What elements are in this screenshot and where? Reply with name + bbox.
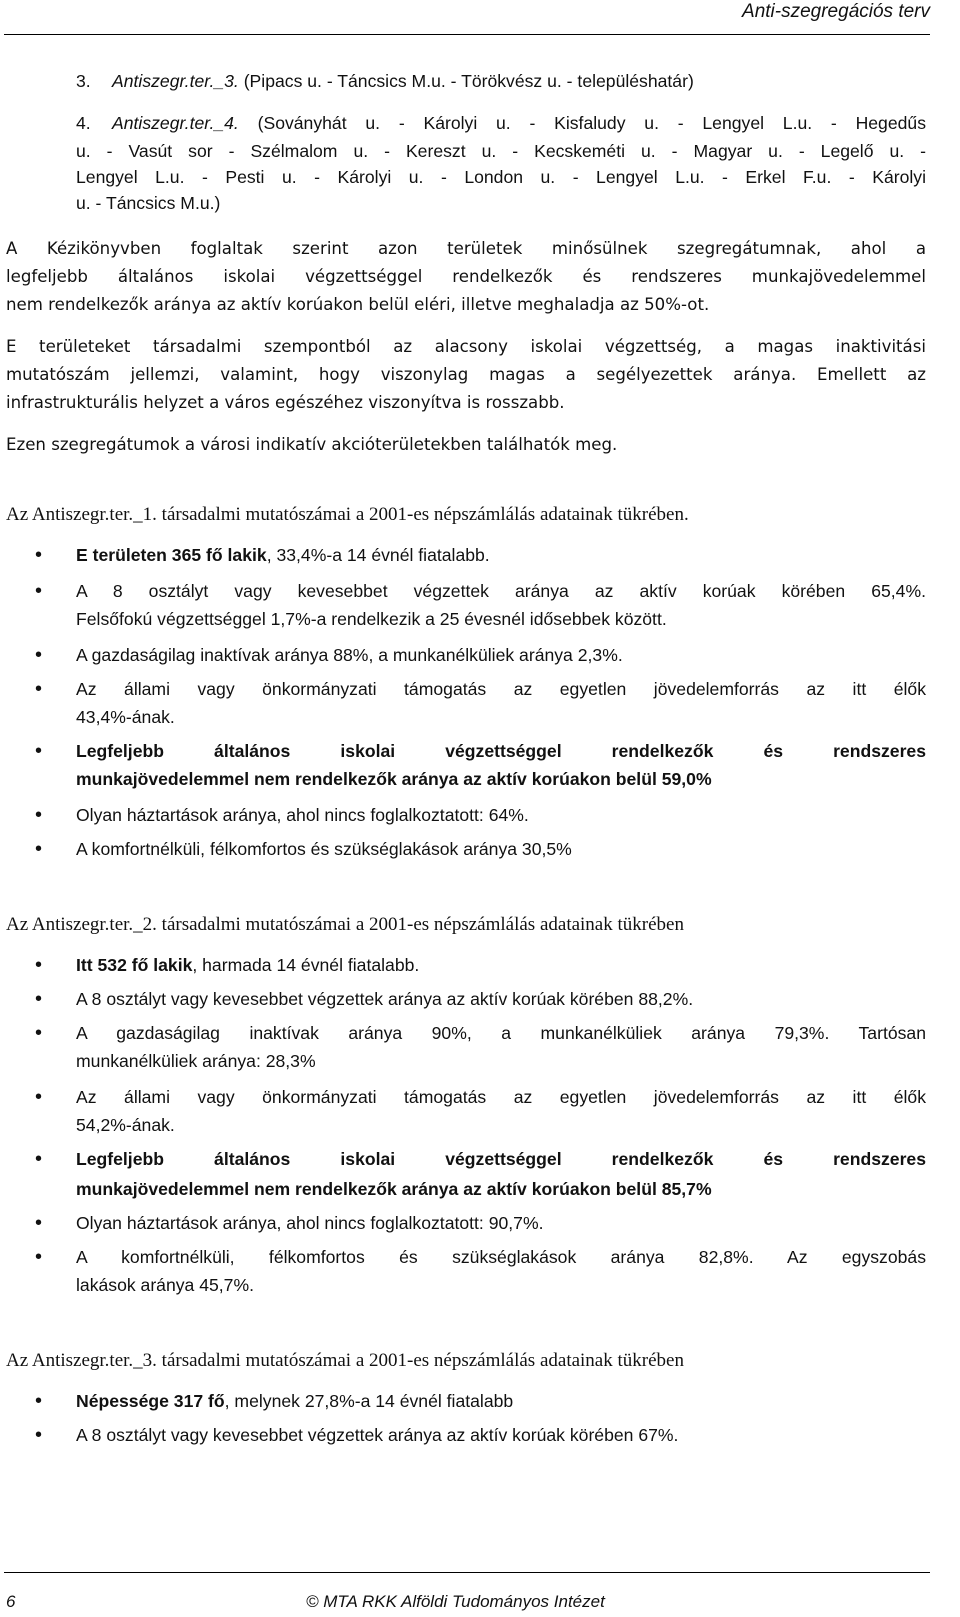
bullet-text: Legfeljebb általános iskolai végzettséggel rendelkezők és rendszeres [76, 1149, 926, 1169]
bullet-text: A gazdaságilag inaktívak aránya 88%, a munkanélküliek aránya 2,3%. [76, 645, 623, 665]
paragraph-line: A Kézikönyvben foglaltak szerint azon területek minősülnek szegregátumnak, ahol a [6, 239, 926, 258]
section-heading: Az Antiszegr.ter._2. társadalmi mutatószámai a 2001-es népszámlálás adatainak tükrében [6, 914, 684, 935]
bullet-icon: • [35, 678, 43, 700]
bullet-text: 54,2%-ának. [76, 1115, 175, 1135]
bullet-icon: • [35, 1424, 43, 1446]
bullet-rest: , harmada 14 évnél fiatalabb. [192, 955, 420, 975]
page-number: 6 [6, 1592, 16, 1611]
bullet-icon: • [35, 544, 43, 566]
bullet-icon: • [35, 1148, 43, 1170]
bullet-text: munkanélküliek aránya: 28,3% [76, 1051, 316, 1071]
bullet-text: Felsőfokú végzettséggel 1,7%-a rendelkezik a 25 évesnél idősebbek között. [76, 609, 667, 629]
bullet-text: munkajövedelemmel nem rendelkezők aránya az aktív korúakon belül 59,0% [76, 769, 712, 789]
bullet-icon: • [35, 988, 43, 1010]
paragraph-line: mutatószám jellemzi, valamint, hogy viszonylag magas a segélyezettek aránya. Emellett az [6, 365, 926, 384]
bullet-text: A komfortnélküli, félkomfortos és szükséglakások aránya 82,8%. Az egyszobás [76, 1247, 926, 1267]
bullet-icon: • [35, 1246, 43, 1268]
footer-rule [4, 1572, 930, 1573]
bullet-icon: • [35, 740, 43, 762]
street-list: (Pipacs u. - Táncsics M.u. - Törökvész u. - településhatár) [243, 71, 694, 91]
bullet-text: Legfeljebb általános iskolai végzettséggel rendelkezők és rendszeres [76, 741, 926, 761]
bullet-bold: E területen 365 fő lakik [76, 545, 267, 565]
list-item [76, 110, 91, 136]
bullet-icon: • [35, 580, 43, 602]
bullet-text: 43,4%-ának. [76, 707, 175, 727]
bullet-icon: • [35, 1212, 43, 1234]
bullet-bold: Itt 532 fő lakik [76, 955, 193, 975]
header-rule [4, 34, 930, 35]
bullet-icon: • [35, 1086, 43, 1108]
list-number: 4. [76, 113, 91, 133]
bullet-text: lakások aránya 45,7%. [76, 1275, 254, 1295]
bullet-rest: , 33,4%-a 14 évnél fiatalabb. [266, 545, 490, 565]
bullet-text: munkajövedelemmel nem rendelkezők aránya az aktív korúakon belül 85,7% [76, 1179, 712, 1199]
bullet-text: Olyan háztartások aránya, ahol nincs foglalkoztatott: 64%. [76, 805, 529, 825]
area-code: Antiszegr.ter._4. [112, 113, 239, 133]
bullet-text [76, 1388, 926, 1414]
paragraph-line: legfeljebb általános iskolai végzettséggel rendelkezők és rendszeres munkajövedelemmel [6, 267, 926, 286]
bullet-icon: • [35, 1022, 43, 1044]
street-list-line: u. - Vasút sor - Szélmalom u. - Kereszt u. - Kecskeméti u. - Magyar u. - Legelő u. - [76, 141, 926, 161]
bullet-text: A gazdaságilag inaktívak aránya 90%, a munkanélküliek aránya 79,3%. Tartósan [76, 1023, 926, 1043]
list-number: 3. [76, 71, 91, 91]
bullet-icon: • [35, 1390, 43, 1412]
bullet-bold: Népessége 317 fő [76, 1391, 225, 1411]
bullet-text: A komfortnélküli, félkomfortos és szükséglakások aránya 30,5% [76, 839, 572, 859]
street-list-line: u. - Táncsics M.u.) [76, 193, 221, 213]
bullet-text: A 8 osztályt vagy kevesebbet végzettek aránya az aktív korúak körében 65,4%. [76, 581, 926, 601]
list-item [76, 68, 91, 94]
bullet-icon: • [35, 838, 43, 860]
running-header: Anti-szegregációs terv [742, 1, 930, 22]
paragraph-line: E területeket társadalmi szempontból az alacsony iskolai végzettség, a magas inaktivitási [6, 337, 926, 356]
bullet-text: Az állami vagy önkormányzati támogatás az egyetlen jövedelemforrás az itt élők [76, 1087, 926, 1107]
section-heading: Az Antiszegr.ter._1. társadalmi mutatószámai a 2001-es népszámlálás adatainak tükrében. [6, 504, 689, 525]
bullet-text [76, 542, 926, 568]
paragraph-line: infrastrukturális helyzet a város egészéhez viszonyítva is rosszabb. [6, 393, 565, 412]
street-list: (Soványhát u. - Károlyi u. - Kisfaludy u. - Lengyel L.u. - Hegedűs [257, 113, 926, 133]
list-item-text [112, 110, 926, 136]
bullet-icon: • [35, 954, 43, 976]
list-item-text [112, 68, 694, 94]
bullet-text: A 8 osztályt vagy kevesebbet végzettek aránya az aktív korúak körében 88,2%. [76, 989, 694, 1009]
bullet-text: Olyan háztartások aránya, ahol nincs foglalkoztatott: 90,7%. [76, 1213, 544, 1233]
bullet-icon: • [35, 644, 43, 666]
bullet-text [76, 952, 926, 978]
bullet-icon: • [35, 804, 43, 826]
paragraph-line: nem rendelkezők aránya az aktív korúakon belül eléri, illetve meghaladja az 50%-ot. [6, 295, 710, 314]
footer-copyright: © MTA RKK Alföldi Tudományos Intézet [306, 1592, 605, 1611]
area-code: Antiszegr.ter._3. [112, 71, 239, 91]
bullet-rest: , melynek 27,8%-a 14 évnél fiatalabb [224, 1391, 514, 1411]
bullet-text: Az állami vagy önkormányzati támogatás az egyetlen jövedelemforrás az itt élők [76, 679, 926, 699]
section-heading: Az Antiszegr.ter._3. társadalmi mutatószámai a 2001-es népszámlálás adatainak tükrében [6, 1350, 684, 1371]
bullet-text: A 8 osztályt vagy kevesebbet végzettek aránya az aktív korúak körében 67%. [76, 1425, 679, 1445]
street-list-line: Lengyel L.u. - Pesti u. - Károlyi u. - London u. - Lengyel L.u. - Erkel F.u. - Károlyi [76, 167, 926, 187]
paragraph: Ezen szegregátumok a városi indikatív akcióterületekben találhatók meg. [6, 435, 618, 454]
